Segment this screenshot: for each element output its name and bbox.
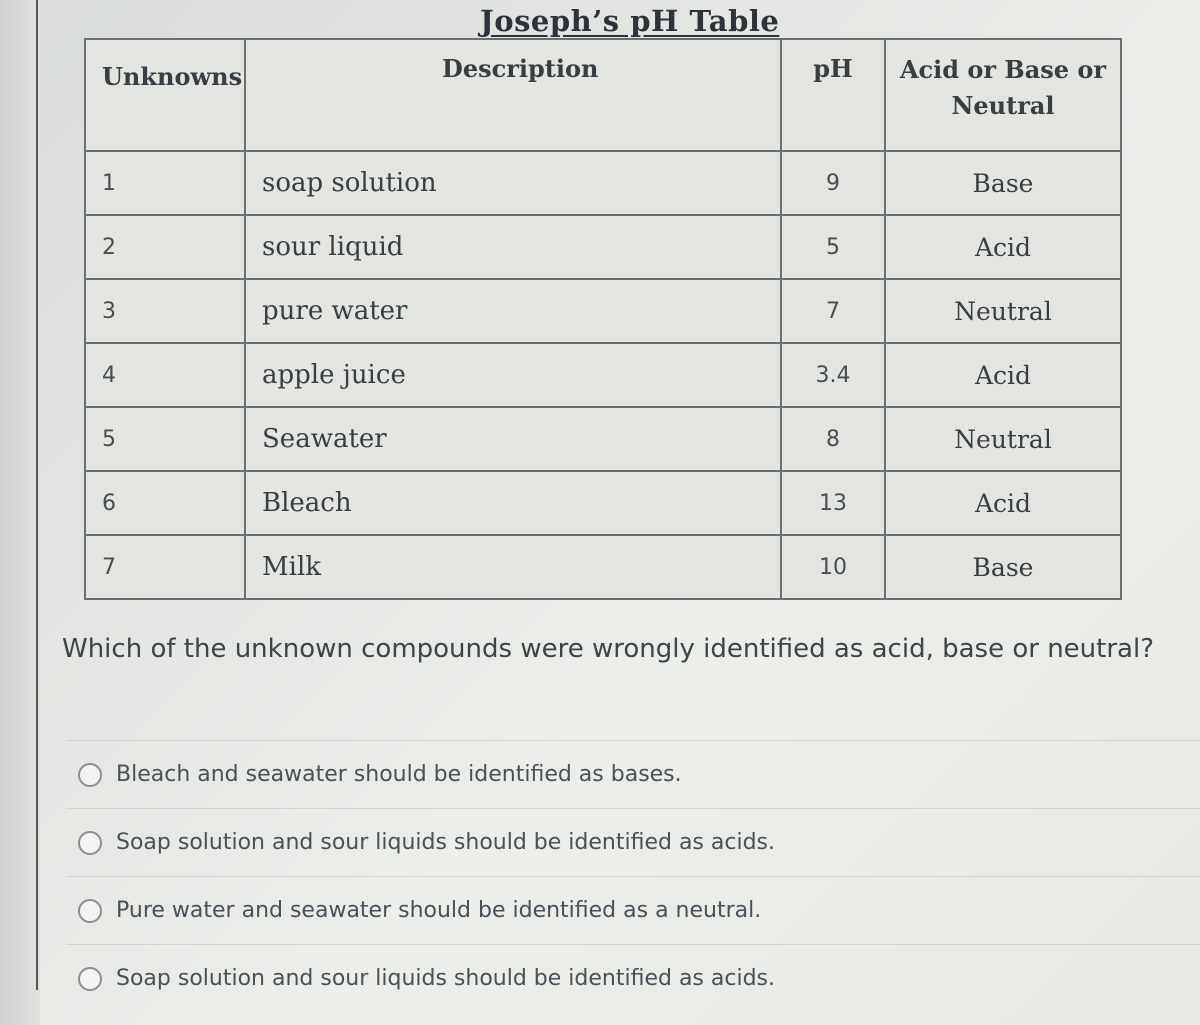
cell-ph: 9 (781, 151, 885, 215)
answer-option-2[interactable] (66, 808, 1200, 876)
header-unknowns: Unknowns (85, 39, 245, 151)
radio-button[interactable] (78, 831, 102, 855)
cell-unknown: 1 (85, 151, 245, 215)
page-left-border (36, 0, 38, 990)
cell-ph: 10 (781, 535, 885, 599)
header-description: Description (245, 39, 781, 151)
answer-option-label: Soap solution and sour liquids should be identified as acids. (116, 966, 775, 991)
answer-option-1[interactable] (66, 740, 1200, 808)
answer-option-4[interactable] (66, 944, 1200, 1012)
header-classification: Acid or Base or Neutral (885, 39, 1121, 151)
table-row (85, 343, 1121, 407)
answer-options (66, 740, 1200, 1012)
answer-option-label: Soap solution and sour liquids should be identified as acids. (116, 830, 775, 855)
cell-classification: Neutral (885, 279, 1121, 343)
radio-button[interactable] (78, 967, 102, 991)
answer-option-label: Bleach and seawater should be identified as bases. (116, 762, 682, 787)
cell-description: Seawater (245, 407, 781, 471)
cell-classification: Base (885, 535, 1121, 599)
header-ph: pH (781, 39, 885, 151)
cell-description: soap solution (245, 151, 781, 215)
table-row (85, 151, 1121, 215)
cell-ph: 3.4 (781, 343, 885, 407)
table-row (85, 279, 1121, 343)
cell-unknown: 5 (85, 407, 245, 471)
cell-unknown: 6 (85, 471, 245, 535)
table-row (85, 215, 1121, 279)
cell-ph: 8 (781, 407, 885, 471)
cell-ph: 13 (781, 471, 885, 535)
cell-description: pure water (245, 279, 781, 343)
cell-classification: Acid (885, 343, 1121, 407)
cell-classification: Base (885, 151, 1121, 215)
radio-button[interactable] (78, 899, 102, 923)
ph-table (84, 38, 1122, 600)
answer-option-3[interactable] (66, 876, 1200, 944)
table-header-row (85, 39, 1121, 151)
question-text: Which of the unknown compounds were wrongly identified as acid, base or neutral? (62, 634, 1154, 664)
cell-classification: Acid (885, 471, 1121, 535)
cell-description: Milk (245, 535, 781, 599)
cell-description: Bleach (245, 471, 781, 535)
cell-unknown: 7 (85, 535, 245, 599)
cell-ph: 7 (781, 279, 885, 343)
cell-classification: Acid (885, 215, 1121, 279)
radio-button[interactable] (78, 763, 102, 787)
cell-unknown: 3 (85, 279, 245, 343)
cell-description: sour liquid (245, 215, 781, 279)
table-row (85, 407, 1121, 471)
answer-option-label: Pure water and seawater should be identified as a neutral. (116, 898, 762, 923)
cell-description: apple juice (245, 343, 781, 407)
cell-ph: 5 (781, 215, 885, 279)
table-row (85, 471, 1121, 535)
cell-unknown: 4 (85, 343, 245, 407)
table-row (85, 535, 1121, 599)
table-title: Joseph’s pH Table (480, 4, 780, 38)
page-left-margin (0, 0, 40, 1025)
cell-classification: Neutral (885, 407, 1121, 471)
cell-unknown: 2 (85, 215, 245, 279)
